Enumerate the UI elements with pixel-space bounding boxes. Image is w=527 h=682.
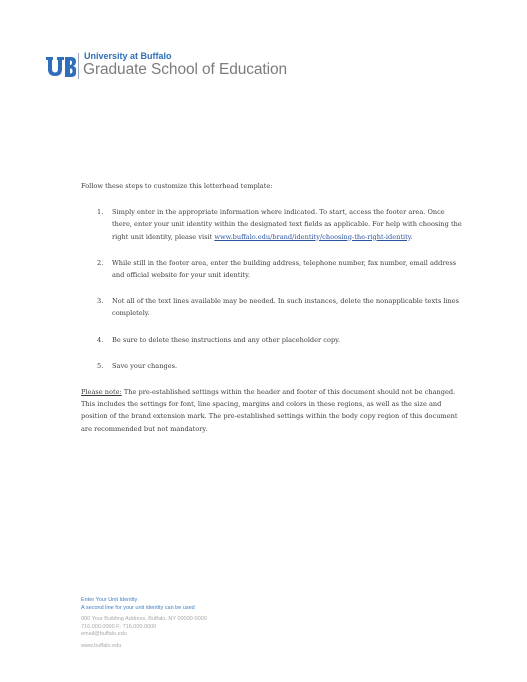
instructions-body xyxy=(81,180,466,435)
step-item xyxy=(81,334,466,346)
steps-list xyxy=(81,206,466,372)
logo-divider xyxy=(78,53,79,79)
step-text: Not all of the text lines available may be needed. In such instances, delete the nonapplicable texts lines completely. xyxy=(112,297,460,318)
step-number: 1. xyxy=(97,208,104,217)
note-text: The pre-established settings within the header and footer of this document should not be changed. This includes the settings for font, line spacing, margins and colors in these regions, as well as the size and position of the brand extension mark. The pre-established settings within the body copy region of this document are recommended but not mandatory. xyxy=(81,388,458,433)
note-paragraph xyxy=(81,386,466,435)
university-name: University at Buffalo xyxy=(84,51,172,61)
step-item xyxy=(81,206,466,243)
unit-identity-line2: A second line for your unit identity can be used xyxy=(81,604,195,611)
step-item xyxy=(81,295,466,319)
building-address: 000 Your Building Address, Buffalo, NY 00000-0000 xyxy=(81,616,207,623)
intro-text: Follow these steps to customize this letterhead template: xyxy=(81,182,273,190)
step-text: Be sure to delete these instructions and any other placeholder copy. xyxy=(112,335,341,344)
step-text-end: . xyxy=(410,232,413,241)
ub-monogram-icon xyxy=(46,56,76,78)
step-number: 2. xyxy=(97,258,104,267)
step-text: While still in the footer area, enter the building address, telephone number, fax number, email address and official website for your unit identity. xyxy=(112,258,457,280)
unit-identity: Enter Your Unit Identity xyxy=(81,597,138,603)
phone-fax: 716.000.0000 F: 716.000.0000 xyxy=(81,623,157,630)
step-number: 3. xyxy=(97,297,104,306)
step-text: Simply enter in the appropriate information where indicated. To start, access the footer area. Once there, enter your unit identity within the designated text fields as applicable. For help with choosing the right unit identity, please visit xyxy=(112,208,462,241)
letterhead-footer xyxy=(81,597,207,651)
email-address: email@buffalo.edu xyxy=(81,631,127,638)
step-item xyxy=(81,360,466,372)
step-item xyxy=(81,257,466,281)
choosing-identity-link[interactable]: www.buffalo.edu/brand/identity/choosing-the-right-identity xyxy=(214,232,411,241)
step-number: 4. xyxy=(97,335,104,344)
school-name: Graduate School of Education xyxy=(83,61,288,78)
note-label: Please note: xyxy=(81,388,122,397)
website: www.buffalo.edu xyxy=(81,642,122,649)
step-text: Save your changes. xyxy=(112,361,178,370)
step-number: 5. xyxy=(97,361,104,370)
